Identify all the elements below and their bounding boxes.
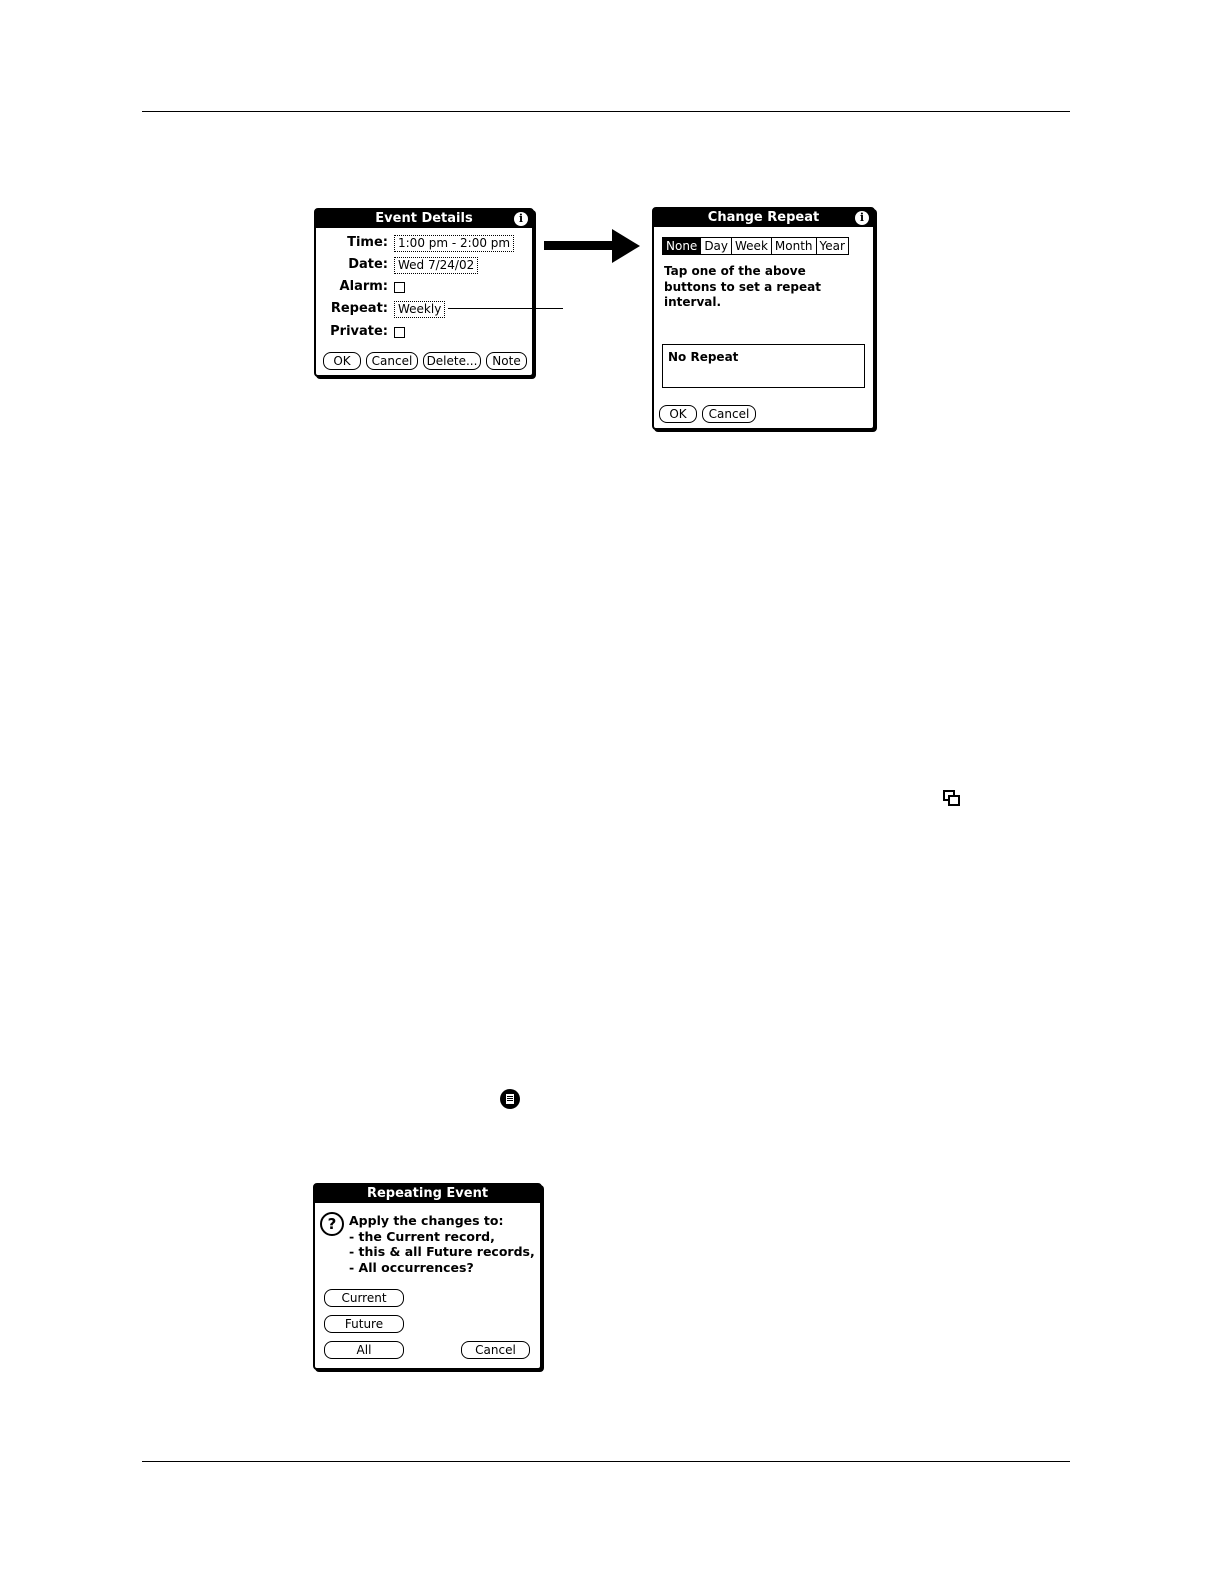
repeating-event-dialog [313, 1183, 542, 1370]
repeat-summary-box [662, 344, 865, 388]
top-rule [142, 111, 1070, 112]
bottom-rule [142, 1461, 1070, 1462]
repeat-label: Repeat: [330, 301, 388, 316]
repeat-tab-bar [662, 237, 849, 255]
menu-icon [500, 1089, 520, 1109]
private-label: Private: [330, 324, 388, 339]
event-details-title-bar [316, 210, 532, 228]
note-button[interactable]: Note [486, 352, 527, 370]
ok-button[interactable]: OK [323, 352, 361, 370]
callout-line [448, 308, 563, 309]
instructions-line: buttons to set a repeat [664, 279, 821, 294]
tab-week[interactable]: Week [731, 238, 771, 254]
repeating-event-title-bar [315, 1185, 540, 1203]
copy-icon [943, 790, 959, 806]
info-icon[interactable]: i [855, 211, 869, 225]
dialog-title: Repeating Event [366, 1186, 489, 1201]
instructions-line: interval. [664, 295, 722, 309]
delete-button[interactable]: Delete... [423, 352, 481, 370]
cancel-button[interactable]: Cancel [702, 405, 756, 423]
change-repeat-dialog [652, 207, 875, 430]
question-line: - All occurrences? [349, 1259, 474, 1275]
time-label: Time: [347, 235, 388, 250]
tab-none[interactable]: None [663, 238, 700, 254]
question-icon: ? [320, 1212, 344, 1236]
change-repeat-title-bar [654, 209, 873, 227]
tab-day[interactable]: Day [700, 238, 731, 254]
dialog-title: Event Details [375, 211, 473, 226]
event-details-dialog [314, 208, 534, 377]
cancel-button[interactable]: Cancel [366, 352, 418, 370]
repeat-summary: No Repeat [668, 350, 739, 364]
question-line: - the Current record, [349, 1228, 495, 1244]
question-text [349, 1213, 535, 1275]
current-button[interactable]: Current [324, 1289, 404, 1307]
question-line: - this & all Future records, [349, 1244, 535, 1259]
tab-year[interactable]: Year [816, 238, 848, 254]
date-label: Date: [348, 257, 388, 272]
repeat-trigger[interactable]: Weekly [394, 301, 445, 318]
tab-month[interactable]: Month [771, 238, 816, 254]
arrow-right-icon [544, 241, 614, 250]
instructions-line: Tap one of the above [664, 264, 806, 278]
private-checkbox[interactable] [394, 327, 405, 338]
ok-button[interactable]: OK [659, 405, 697, 423]
question-line: Apply the changes to: [349, 1213, 504, 1228]
date-trigger[interactable]: Wed 7/24/02 [394, 257, 478, 274]
all-button[interactable]: All [324, 1341, 404, 1359]
dialog-title: Change Repeat [707, 210, 820, 225]
cancel-button[interactable]: Cancel [461, 1341, 530, 1359]
time-trigger[interactable]: 1:00 pm - 2:00 pm [394, 235, 514, 252]
alarm-label: Alarm: [339, 279, 388, 294]
future-button[interactable]: Future [324, 1315, 404, 1333]
alarm-checkbox[interactable] [394, 282, 405, 293]
info-icon[interactable]: i [514, 212, 528, 226]
instructions [664, 264, 821, 311]
arrow-right-head [612, 229, 640, 263]
